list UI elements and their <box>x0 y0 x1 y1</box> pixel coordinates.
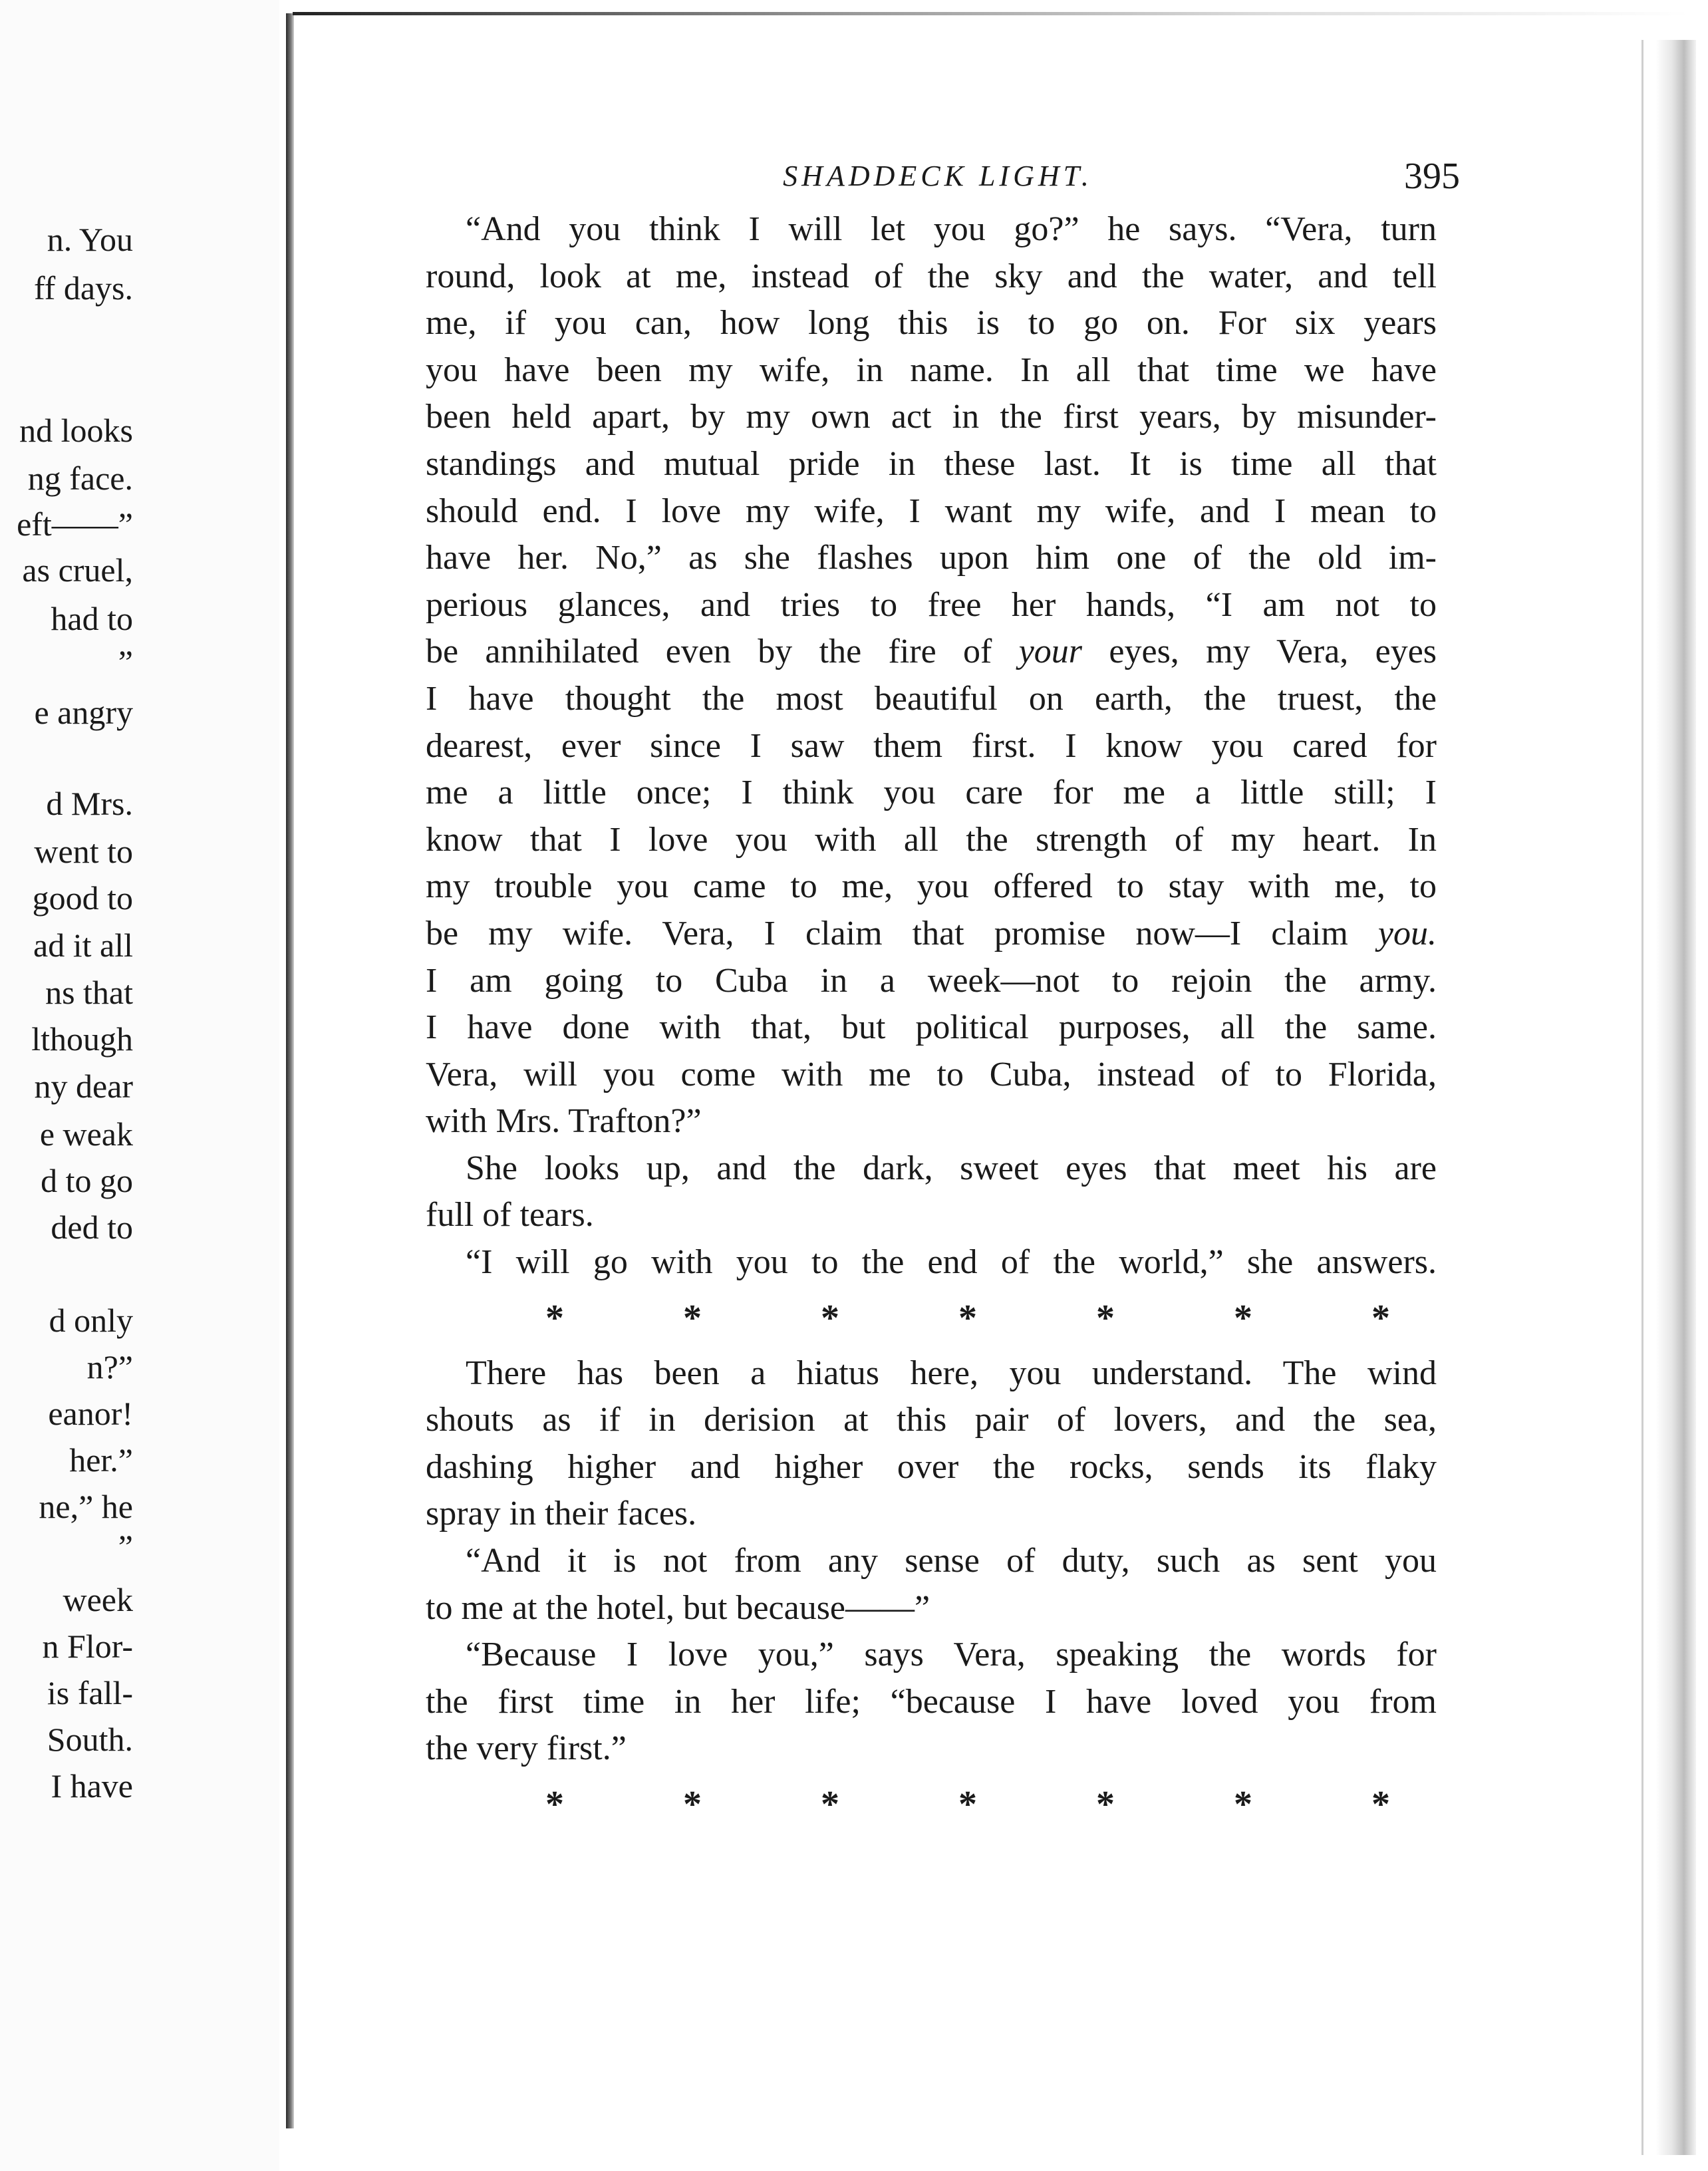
previous-page-line: ff days. <box>33 269 133 307</box>
paragraph-5 <box>426 1538 1450 1632</box>
section-break <box>426 1286 1450 1350</box>
previous-page-line: is fall- <box>47 1674 133 1711</box>
previous-page-line: ny dear <box>34 1068 133 1105</box>
text-line: “And it is not from any sense of duty, such as sent you <box>466 1542 1437 1580</box>
text-line: “Because I love you,” says Vera, speaking the words for <box>466 1636 1437 1674</box>
previous-page-line: d Mrs. <box>46 785 133 822</box>
section-break <box>426 1773 1450 1836</box>
running-head <box>426 153 1460 206</box>
paragraph-2 <box>426 1145 1450 1239</box>
star: * <box>958 1297 977 1339</box>
star: * <box>683 1297 702 1339</box>
previous-page-line: ad it all <box>33 927 133 964</box>
emphasis: you. <box>1377 914 1437 952</box>
previous-page-line: South. <box>47 1721 133 1758</box>
previous-page-line: d to go <box>41 1162 133 1199</box>
previous-page-line: I have <box>51 1767 133 1805</box>
paragraph-6 <box>426 1632 1450 1773</box>
text-line: There has been a hiatus here, you understand. The wind <box>466 1354 1437 1392</box>
star: * <box>683 1784 702 1825</box>
previous-page-line: ” <box>118 643 133 680</box>
text-line: full of tears. <box>426 1196 594 1234</box>
page-number: 395 <box>1404 156 1460 197</box>
running-title: SHADDECK LIGHT. <box>783 160 1093 192</box>
text-line: “And you think I will let you go?” he says. “Vera, turn <box>466 210 1437 248</box>
previous-page-line: n?” <box>86 1348 133 1385</box>
text-line: I am going to Cuba in a week—not to rejoin the army. <box>426 961 1437 1000</box>
star: * <box>958 1784 977 1825</box>
page-stack-edge <box>1656 40 1696 2155</box>
previous-page-line: her.” <box>69 1441 133 1479</box>
paragraph-1 <box>426 206 1450 1145</box>
text-line: be annihilated even by the fire of your eyes, my Vera, eyes <box>426 633 1437 671</box>
previous-page-fragment <box>0 0 279 2171</box>
star: * <box>821 1297 839 1339</box>
text-line: been held apart, by my own act in the first years, by misunder- <box>426 398 1437 436</box>
star: * <box>821 1784 839 1825</box>
previous-page-line: ne,” he <box>39 1488 133 1525</box>
text-line: “I will go with you to the end of the world,” she answers. <box>466 1243 1437 1282</box>
star: * <box>1371 1297 1390 1339</box>
text-line: spray in their faces. <box>426 1495 697 1533</box>
text-line: be my wife. Vera, I claim that promise now—I claim you. <box>426 914 1437 952</box>
text-line: standings and mutual pride in these last. It is time all that <box>426 444 1437 483</box>
book-page <box>426 153 1460 1836</box>
star: * <box>1234 1297 1252 1339</box>
previous-page-line: nd looks <box>19 412 133 449</box>
previous-page-line: e angry <box>34 694 133 731</box>
previous-page-line: ng face. <box>27 460 133 497</box>
previous-page-line: week <box>63 1581 133 1618</box>
text-line: dashing higher and higher over the rocks, sends its flaky <box>426 1447 1437 1486</box>
text-line: my trouble you came to me, you offered to stay with me, to <box>426 867 1437 906</box>
text-line: me, if you can, how long this is to go on. For six years <box>426 304 1437 343</box>
text-line: the first time in her life; “because I have loved you from <box>426 1682 1437 1721</box>
star: * <box>545 1784 564 1825</box>
star: * <box>1096 1784 1115 1825</box>
text-line: you have been my wife, in name. In all that time we have <box>426 351 1437 389</box>
star: * <box>1234 1784 1252 1825</box>
page-top-edge <box>293 12 1689 15</box>
previous-page-line: went to <box>34 833 133 870</box>
text-line: perious glances, and tries to free her hands, “I am not to <box>426 585 1437 624</box>
text-line: round, look at me, instead of the sky and the water, and tell <box>426 257 1437 295</box>
text-line: to me at the hotel, but because——” <box>426 1588 930 1627</box>
previous-page-line: had to <box>51 600 133 637</box>
previous-page-line: eanor! <box>48 1395 133 1432</box>
previous-page-line: n Flor- <box>42 1628 133 1665</box>
text-line: the very first.” <box>426 1729 627 1768</box>
paragraph-4 <box>426 1350 1450 1538</box>
text-line: with Mrs. Trafton?” <box>426 1102 702 1141</box>
text-line: dearest, ever since I saw them first. I know you cared for <box>426 726 1437 765</box>
book-spine <box>286 13 294 2128</box>
previous-page-line: d only <box>49 1302 133 1339</box>
previous-page-line: good to <box>32 879 133 917</box>
text-line: shouts as if in derision at this pair of lovers, and the sea, <box>426 1401 1437 1439</box>
previous-page-line: as cruel, <box>22 551 133 589</box>
text-line: me a little once; I think you care for me a little still; I <box>426 774 1437 812</box>
star: * <box>1096 1297 1115 1339</box>
previous-page-line: ded to <box>51 1209 133 1246</box>
previous-page-line: n. You <box>47 221 133 258</box>
star: * <box>1371 1784 1390 1825</box>
previous-page-line: e weak <box>39 1115 133 1153</box>
star: * <box>545 1297 564 1339</box>
text-line: Vera, will you come with me to Cuba, instead of to Florida, <box>426 1055 1437 1093</box>
text-line: She looks up, and the dark, sweet eyes that meet his are <box>466 1149 1437 1187</box>
previous-page-line: lthough <box>31 1020 133 1058</box>
previous-page-line: ns that <box>45 974 133 1011</box>
text-line: should end. I love my wife, I want my wife, and I mean to <box>426 492 1437 530</box>
paragraph-3 <box>426 1239 1450 1286</box>
previous-page-line: eft——” <box>17 506 133 543</box>
emphasis: your <box>1018 633 1083 671</box>
text-line: have her. No,” as she flashes upon him one of the old im- <box>426 539 1437 577</box>
previous-page-line: ” <box>118 1528 133 1565</box>
text-line: I have done with that, but political purposes, all the same. <box>426 1008 1437 1047</box>
text-line: I have thought the most beautiful on earth, the truest, the <box>426 679 1437 718</box>
page-right-border <box>1641 40 1643 2155</box>
text-line: know that I love you with all the strength of my heart. In <box>426 820 1437 859</box>
